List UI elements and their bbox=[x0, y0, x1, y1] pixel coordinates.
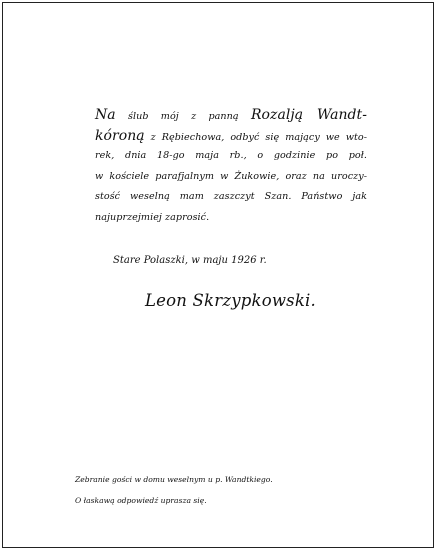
footer-note-rsvp: O łaskawą odpowiedź uprasza się. bbox=[75, 496, 207, 505]
invitation-line-2 bbox=[95, 126, 367, 147]
footer-notes bbox=[75, 469, 273, 511]
invitation-opening-word: Na bbox=[95, 107, 116, 123]
invitation-body bbox=[95, 105, 367, 228]
invitation-line-1-text: ślub mój z panną bbox=[128, 111, 239, 122]
invitation-line-3: rek, dnia 18-go maja rb., o godzinie po poł. bbox=[95, 150, 367, 161]
footer-note-reception: Zebranie gości w domu weselnym u p. Wandtkiego. bbox=[75, 475, 273, 484]
invitation-line-2-text: z Rębiechowa, odbyć się mający we wto- bbox=[150, 131, 367, 143]
sender-signature: Leon Skrzypkowski. bbox=[145, 291, 316, 310]
invitation-card bbox=[2, 2, 434, 548]
bride-name-part-2: kóroną bbox=[95, 127, 145, 144]
invitation-line-1 bbox=[95, 105, 367, 126]
invitation-line-6: najuprzejmiej zaprosić. bbox=[95, 211, 210, 223]
invitation-line-4: w kościele parafjalnym w Żukowie, oraz na uroczy- bbox=[95, 170, 367, 182]
invitation-line-5: stość weselną mam zaszczyt Szan. Państwo jak bbox=[95, 191, 367, 202]
place-and-date: Stare Polaszki, w maju 1926 r. bbox=[113, 255, 267, 266]
bride-name-part-1: Rozalją Wandt- bbox=[250, 107, 367, 123]
